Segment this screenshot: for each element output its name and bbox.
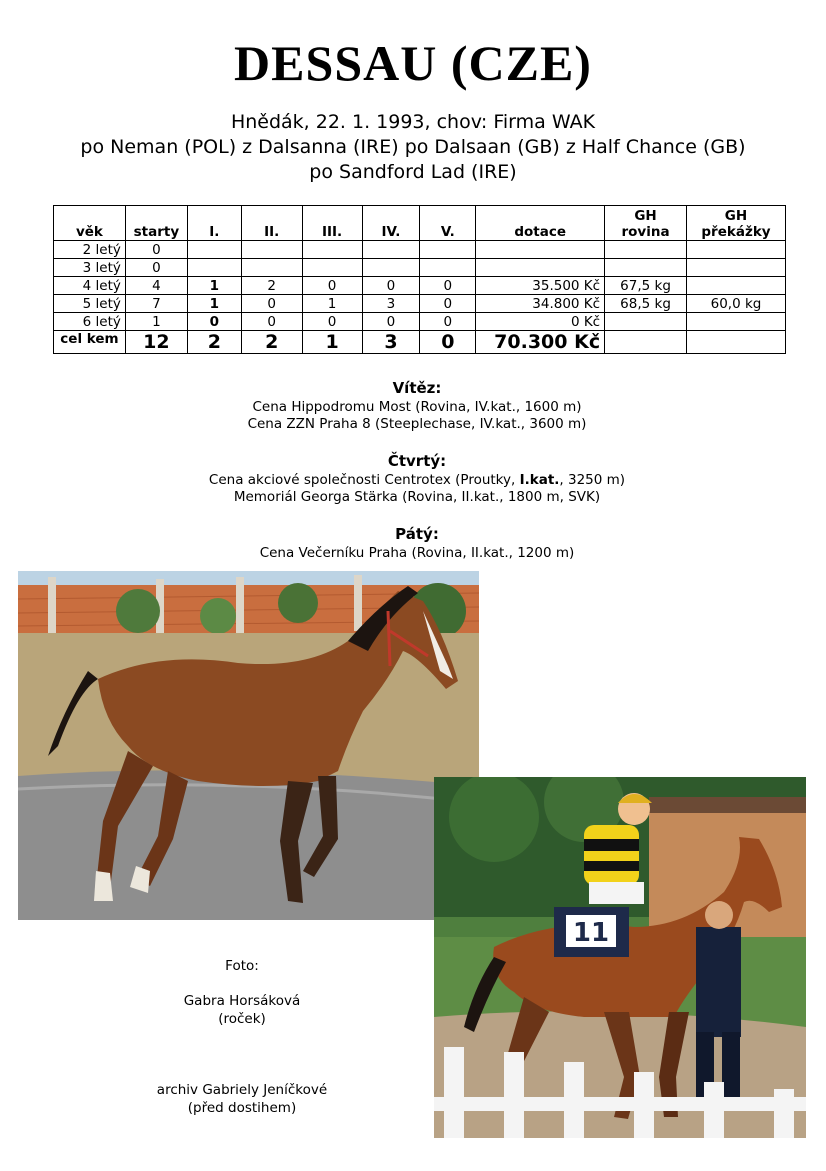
table-cell: 0 (420, 313, 476, 331)
table-cell: 0 (241, 295, 302, 313)
table-cell: 0 (302, 313, 362, 331)
page-title: DESSAU (CZE) (234, 35, 592, 91)
fourth-race-1: Cena akciové společnosti Centrotex (Proutky, I.kat., 3250 m) (208, 472, 626, 488)
table-row (54, 313, 786, 331)
total-label: cel kem (54, 331, 126, 354)
table-cell: 34.800 Kč (476, 295, 605, 313)
table-cell: 5 letý (54, 295, 126, 313)
table-cell (687, 259, 786, 277)
total-earnings: 70.300 Kč (476, 331, 605, 354)
table-cell: 6 letý (54, 313, 126, 331)
fourth-heading: Čtvrtý: (387, 452, 447, 470)
header-first: I. (187, 206, 241, 241)
table-cell: 3 letý (54, 259, 126, 277)
header-starts: starty (125, 206, 187, 241)
total-fourth: 3 (362, 331, 420, 354)
table-row (54, 295, 786, 313)
header-age: věk (54, 206, 126, 241)
table-cell (687, 313, 786, 331)
photo-credit-note-2: (před dostihem) (187, 1100, 297, 1116)
table-cell (241, 241, 302, 259)
table-cell (241, 259, 302, 277)
table-cell: 0 (302, 277, 362, 295)
table-cell: 68,5 kg (605, 295, 687, 313)
table-cell: 0 (125, 259, 187, 277)
table-cell (476, 241, 605, 259)
table-cell: 60,0 kg (687, 295, 786, 313)
table-cell: 67,5 kg (605, 277, 687, 295)
table-cell (420, 259, 476, 277)
photo-credit-label: Foto: (225, 958, 259, 974)
yearling-photo-image (18, 571, 479, 920)
table-cell (420, 241, 476, 259)
table-cell (605, 313, 687, 331)
fifth-heading: Pátý: (395, 525, 439, 543)
total-first: 2 (187, 331, 241, 354)
table-cell: 4 letý (54, 277, 126, 295)
table-cell (302, 241, 362, 259)
table-row (54, 277, 786, 295)
table-cell: 3 (362, 295, 420, 313)
fourth-race-2: Memoriál Georga Stärka (Rovina, II.kat., 1800 m, SVK) (233, 489, 601, 505)
table-row (54, 241, 786, 259)
race-statistics-table (53, 205, 786, 354)
table-cell: 2 (241, 277, 302, 295)
header-fifth: V. (420, 206, 476, 241)
subtitle-line-2: po Neman (POL) z Dalsanna (IRE) po Dalsaan (GB) z Half Chance (GB) (80, 136, 746, 158)
table-header-row (54, 206, 786, 241)
table-cell (302, 259, 362, 277)
photo-credit-author-1: Gabra Horsáková (183, 993, 301, 1009)
fifth-race-1: Cena Večerníku Praha (Rovina, II.kat., 1200 m) (259, 545, 575, 561)
table-cell: 0 (125, 241, 187, 259)
header-gh-flat: GH rovina (605, 206, 687, 241)
table-cell: 0 (362, 277, 420, 295)
header-earnings: dotace (476, 206, 605, 241)
table-row (54, 259, 786, 277)
table-cell: 1 (187, 277, 241, 295)
total-second: 2 (241, 331, 302, 354)
header-fourth: IV. (362, 206, 420, 241)
winner-race-1: Cena Hippodromu Most (Rovina, IV.kat., 1600 m) (252, 399, 582, 415)
header-second: II. (241, 206, 302, 241)
table-cell (187, 241, 241, 259)
table-cell: 0 (420, 277, 476, 295)
table-cell (187, 259, 241, 277)
header-third: III. (302, 206, 362, 241)
saddle-number: 11 (572, 918, 610, 948)
winner-race-2: Cena ZZN Praha 8 (Steeplechase, IV.kat., 3600 m) (247, 416, 587, 432)
subtitle-line-1: Hnědák, 22. 1. 1993, chov: Firma WAK (230, 111, 596, 133)
total-fifth: 0 (420, 331, 476, 354)
race-photo-image (434, 777, 806, 1138)
table-cell: 0 (362, 313, 420, 331)
subtitle-line-3: po Sandford Lad (IRE) (309, 161, 517, 183)
table-cell (476, 259, 605, 277)
table-cell: 0 (420, 295, 476, 313)
table-cell: 7 (125, 295, 187, 313)
table-total-row (54, 331, 786, 354)
total-third: 1 (302, 331, 362, 354)
table-cell (605, 259, 687, 277)
table-cell: 2 letý (54, 241, 126, 259)
total-gh-flat (605, 331, 687, 354)
table-cell (687, 241, 786, 259)
table-cell (362, 259, 420, 277)
total-starts: 12 (125, 331, 187, 354)
header-gh-jumps: GH překážky (687, 206, 786, 241)
table-cell: 35.500 Kč (476, 277, 605, 295)
table-cell: 0 (187, 313, 241, 331)
photo-credit-author-2: archiv Gabriely Jeníčkové (156, 1082, 328, 1098)
table-cell: 0 (241, 313, 302, 331)
total-gh-jumps (687, 331, 786, 354)
photo-before-race (434, 777, 806, 1138)
photo-yearling (18, 571, 479, 920)
table-cell: 1 (125, 313, 187, 331)
table-cell: 1 (302, 295, 362, 313)
table-cell (362, 241, 420, 259)
table-cell: 4 (125, 277, 187, 295)
table-cell: 1 (187, 295, 241, 313)
table-cell (605, 241, 687, 259)
table-cell: 0 Kč (476, 313, 605, 331)
winner-heading: Vítěz: (392, 379, 442, 397)
table-cell (687, 277, 786, 295)
photo-credit-note-1: (roček) (218, 1011, 266, 1027)
